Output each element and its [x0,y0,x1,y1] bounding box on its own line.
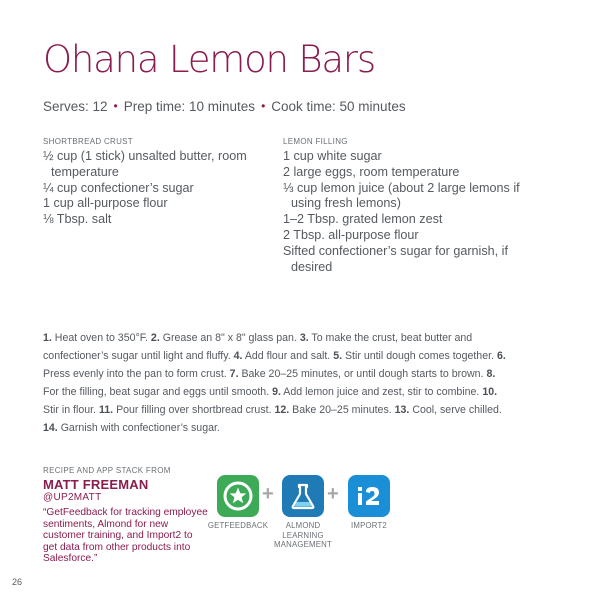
ingredient-item: 2 large eggs, room temperature [283,164,460,179]
flask-icon [282,475,324,517]
step-number: 4. [233,350,243,362]
step-number: 5. [333,350,343,362]
recipe-title: Ohana Lemon Bars [43,38,375,81]
step-text: For the filling, beat sugar and eggs until smooth. [43,386,270,398]
step-number: 2. [150,332,160,344]
step-text: Heat oven to 350°F. [54,332,148,344]
step-text: Garnish with confectioner’s sugar. [60,422,220,434]
ingredient-item: 1–2 Tbsp. grated lemon zest [283,212,443,227]
app-label: GETFEEDBACK [207,521,269,530]
getfeedback-app-icon [217,475,259,517]
step-text: Bake 20–25 minutes, or until dough starts to brown. [241,368,484,380]
step-text: Add lemon juice and zest, stir to combine. [283,386,480,398]
section-heading: LEMON FILLING [283,137,348,146]
instructions [43,329,513,437]
lemon-filling-section [283,137,543,275]
ingredient-item: Sifted confectioner’s sugar for garnish, if desired [283,243,508,274]
app-label: IMPORT2 [351,521,387,530]
step-text: Stir in flour. [43,404,96,416]
import2-app-icon [348,475,390,517]
step-number: 7. [229,368,239,380]
step-number: 12. [274,404,290,416]
step-text: Add flour and salt. [244,350,331,362]
author-name: MATT FREEMAN [43,477,149,492]
ingredient-item: ½ cup (1 stick) unsalted butter, room temperature [43,149,247,179]
recipe-meta [43,99,406,114]
separator-dot: • [261,99,266,113]
step-number: 11. [98,404,114,416]
ingredient-item: 2 Tbsp. all-purpose flour [283,227,419,242]
step-text: Bake 20–25 minutes. [292,404,392,416]
step-number: 1. [43,332,52,344]
ingredient-item: 1 cup all-purpose flour [43,196,168,211]
star-badge-icon [217,475,259,517]
cook-time: Cook time: 50 minutes [271,99,406,114]
ingredient-list [43,149,273,228]
step-number: 10. [482,386,498,398]
i2-logo-icon [348,475,390,517]
step-number: 14. [43,422,58,434]
section-heading: SHORTBREAD CRUST [43,137,133,146]
almond-app-icon [282,475,324,517]
separator-dot: • [113,99,118,113]
shortbread-crust-section [43,137,273,228]
step-number: 13. [394,404,410,416]
step-number: 8. [486,368,496,380]
page-number: 26 [12,577,23,587]
step-text: Press evenly into the pan to form crust. [43,368,227,380]
step-number: 3. [299,332,309,344]
credit-heading: RECIPE AND APP STACK FROM [43,466,171,475]
servings: Serves: 12 [43,99,108,114]
step-text: Grease an 8" x 8" glass pan. [162,332,297,344]
step-number: 6. [496,350,506,362]
ingredient-item: ⅓ cup lemon juice (about 2 large lemons if using fresh lemons) [283,180,520,211]
step-text: Stir until dough comes together. [344,350,494,362]
step-number: 9. [272,386,281,398]
ingredient-list [283,149,543,275]
ingredient-item: ⅛ Tbsp. salt [43,212,112,227]
plus-sign: + [327,483,339,505]
author-quote: “GetFeedback for tracking employee sentiments, Almond for new customer training, and Import2 to get data from other products into Salesforce.” [43,507,208,565]
step-text: Cool, serve chilled. [412,404,502,416]
app-label: ALMOND LEARNING MANAGEMENT [274,521,332,549]
ingredient-item: ¼ cup confectioner’s sugar [43,180,194,195]
ingredient-item: 1 cup white sugar [283,149,382,163]
step-text: To make the crust, beat butter and confectioner’s sugar until light and fluffy. [43,332,473,362]
plus-sign: + [262,483,274,505]
prep-time: Prep time: 10 minutes [123,99,256,114]
author-handle: @UP2MATT [43,492,102,503]
step-text: Pour filling over shortbread crust. [116,404,272,416]
